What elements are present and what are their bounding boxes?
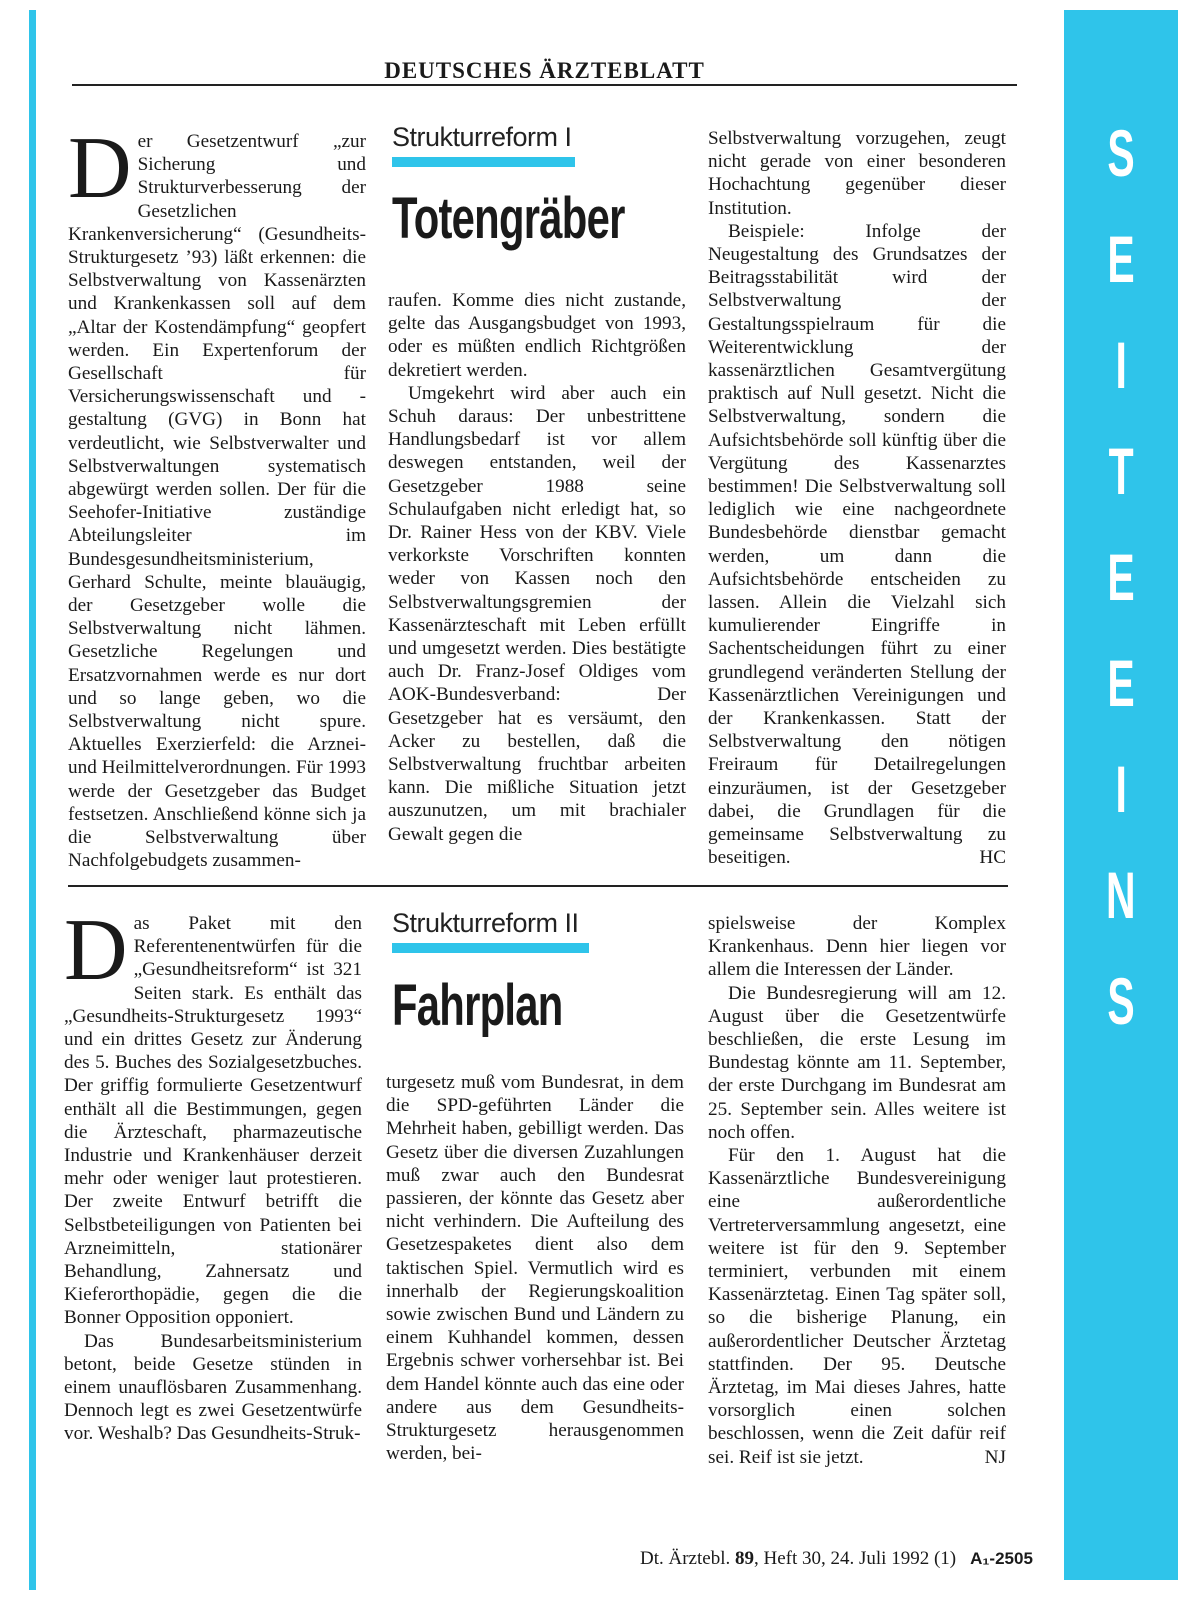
side-letter: I [1115,752,1127,826]
article2-column-1 [64,902,362,1446]
article2-column-2 [386,1071,684,1465]
side-letter: E [1107,222,1135,296]
side-letter: E [1107,540,1135,614]
side-letter: T [1108,434,1134,508]
side-letter: N [1106,858,1136,932]
footer-citation [640,1548,1033,1570]
page-number: A₁-2505 [970,1549,1033,1568]
citation-volume: 89 [734,1548,754,1569]
article1-col3-p1: Selbstverwaltung vorzugehen, zeugt nicht gerade von einer besonderen Hochachtung gegenüber dieser Institution. [708,128,1006,219]
left-accent-bar [29,10,36,1590]
article1-kicker-bar [392,157,575,167]
side-letter: I [1115,328,1127,402]
article2-author: NJ [984,1446,1006,1468]
side-letter: S [1107,116,1135,190]
masthead: DEUTSCHES ÄRZTEBLATT [384,58,705,83]
article2-col1-p1: as Paket mit den Referentenentwürfen für die „Gesundheitsreform“ ist 321 Seiten stark. Es enthält das „Gesundheits-Strukturgesetz 1993“ und ein drittes Gesetz zur Änderung des 5. Buches des Sozialgesetzbuches. Der griffig formulierte Gesetzentwurf enthält all die Bestimmungen, gegen die Ärzteschaft, pharmazeutische Industrie und Krankenhäuser derzeit mehr oder weniger laut protestieren. Der zweite Entwurf betrifft die Selbstbeteiligungen von Patienten bei Arzneimitteln, stationärer Behandlung, Zahnersatz und Kieferorthopädie, gegen die die Bonner Opposition opponiert. [64,913,362,1329]
article2-dropcap: D [64,902,128,999]
citation-post: , Heft 30, 24. Juli 1992 (1) [753,1548,957,1569]
article2-kicker: Strukturreform II [392,908,579,938]
article2-headline: Fahrplan [392,973,563,1038]
article2-col3-p3-text: Für den 1. August hat die Kassenärztliche Bundesvereinigung eine außerordentliche Vertreterversammlung angesetzt, eine weitere ist für den 9. September terminiert, verbunden mit einem Kassenärztetag. Einen Tag später soll, so die bisherige Planung, ein außerordentlicher Deutscher Ärztetag stattfinden. Der 95. Deutsche Ärztetag, im Mai dieses Jahres, hatte vorsorglich einen solchen beschlossen, wenn die Zeit dafür reif sei. Reif ist sie jetzt. [708,1145,1006,1468]
article1-col2-p1: raufen. Komme dies nicht zustande, gelte das Ausgangsbudget von 1993, oder es müßten endlich Richtgrößen dekretiert werden. [388,290,686,381]
side-letter: E [1107,646,1135,720]
article1-kicker: Strukturreform I [392,122,572,152]
article1-column-3 [708,127,1006,870]
article1-dropcap: D [68,120,132,217]
article1-author: HC [979,847,1006,869]
article1-col3-p2 [708,220,1006,870]
side-letter: S [1107,964,1135,1038]
article-divider-rule [68,885,1008,887]
article2-col3-p1: spielsweise der Komplex Krankenhaus. Denn hier liegen vor allem die Interessen der Länder. [708,913,1006,981]
article1-column-2 [388,289,686,846]
article1-col3-p2-text: Beispiele: Infolge der Neugestaltung des Grundsatzes der Beitragsstabilität wird der Selbstverwaltung der Gestaltungsspielraum für die Weiterentwicklung der kassenärztlichen Gesamtvergütung praktisch auf Null gesetzt. Nicht die Selbstverwaltung, sondern die Aufsichtsbehörde soll künftig über die Vergütung des Kassenarztes bestimmen! Die Selbstverwaltung soll lediglich wie eine nachgeordnete Bundesbehörde dienstbar gemacht werden, um dann die Aufsichtsbehörde entscheiden zu lassen. Allein die Vielzahl sich kumulierender Eingriffe in Sachentscheidungen führt zu einer grundlegend veränderten Stellung der Kassenärztlichen Vereinigungen und der Krankenkassen. Statt der Selbstverwaltung den nötigen Freiraum für Detailregelungen einzuräumen, ist der Gesetzgeber dabei, die Grundlagen für die gemeinsame Selbstverwaltung zu beseitigen. [708,220,1006,869]
side-band-letters [1064,116,1178,1038]
citation-pre: Dt. Ärztebl. [640,1548,735,1569]
article2-col3-p2: Die Bundesregierung will am 12. August über die Gesetzentwürfe beschließen, die erste Lesung im Bundestag könnte am 11. September, der erste Durchgang im Bundesrat am 25. September sein. Alles weitere ist noch offen. [708,982,1006,1143]
article1-headline: Totengräber [392,186,625,251]
article1-column-1 [68,120,366,873]
article2-column-3 [708,912,1006,1469]
masthead-rule [72,84,1017,86]
article1-col2-p2: Umgekehrt wird aber auch ein Schuh daraus: Der unbestrittene Handlungsbedarf ist vor allem deswegen entstanden, weil der Gesetzgeber 1988 seine Schulaufgaben nicht erledigt hat, so Dr. Rainer Hess von der KBV. Viele verkorkste Vorschriften konnten weder von Kassen noch den Selbstverwaltungsgremien der Kassenärzteschaft mit Leben erfüllt und umgesetzt werden. Dies bestätigte auch Dr. Franz-Josef Oldiges vom AOK-Bundesverband: Der Gesetzgeber hat es versäumt, den Acker zu bestellen, daß die Selbstverwaltung fruchtbar arbeiten kann. Die mißliche Situation jetzt auszunutzen, um mit brachialer Gewalt gegen die [388,382,686,845]
side-band [1064,10,1178,1580]
article2-col2-text: turgesetz muß vom Bundesrat, in dem die SPD-geführten Länder die Mehrheit haben, gebilligt werden. Das Gesetz über die diversen Zuzahlungen muß zwar auch den Bundesrat passieren, der könnte das Gesetz aber nicht verhindern. Die Aufteilung des Gesetzespaketes dient also dem taktischen Spiel. Vermutlich wird es innerhalb der Regierungskoalition sowie zwischen Bund und Ländern zu einem Kuhhandel kommen, dessen Ergebnis schwer vorhersehbar ist. Bei dem Handel könnte auch das eine oder andere aus dem Gesundheits-Strukturgesetz herausgenommen werden, bei- [386,1072,684,1465]
article1-col1-text: er Gesetzentwurf „zur Sicherung und Strukturverbesserung der Gesetzlichen Krankenversicherung“ (Gesundheits-Strukturgesetz ’93) läßt erkennen: die Selbstverwaltung von Kassenärzten und Krankenkassen soll auf dem „Altar der Kostendämpfung“ geopfert werden. Ein Expertenforum der Gesellschaft für Versicherungswissenschaft und -gestaltung (GVG) in Bonn hat verdeutlicht, wie Selbstverwalter und Selbstverwaltungen systematisch abgewürgt werden sollen. Der für die Seehofer-Initiative zuständige Abteilungsleiter im Bundesgesundheitsministerium, Gerhard Schulte, meinte blauäugig, der Gesetzgeber wolle die Selbstverwaltung nicht lähmen. Gesetzliche Regelungen und Ersatzvornahmen werde es nur dort und so lange geben, wo die Selbstverwaltung nicht spure. Aktuelles Exerzierfeld: die Arznei- und Heilmittelverordnungen. Für 1993 werde der Gesetzgeber das Budget festsetzen. Anschließend könne sich ja die Selbstverwaltung über Nachfolgebudgets zusammen- [68,131,366,872]
article2-col1-p2: Das Bundesarbeitsministerium betont, beide Gesetze stünden in einem unauflösbaren Zusammenhang. Dennoch legt es zwei Gesetzentwürfe vor. Weshalb? Das Gesundheits-Struk- [64,1330,362,1445]
article2-col3-p3 [708,1144,1006,1469]
article2-kicker-bar [392,943,589,953]
